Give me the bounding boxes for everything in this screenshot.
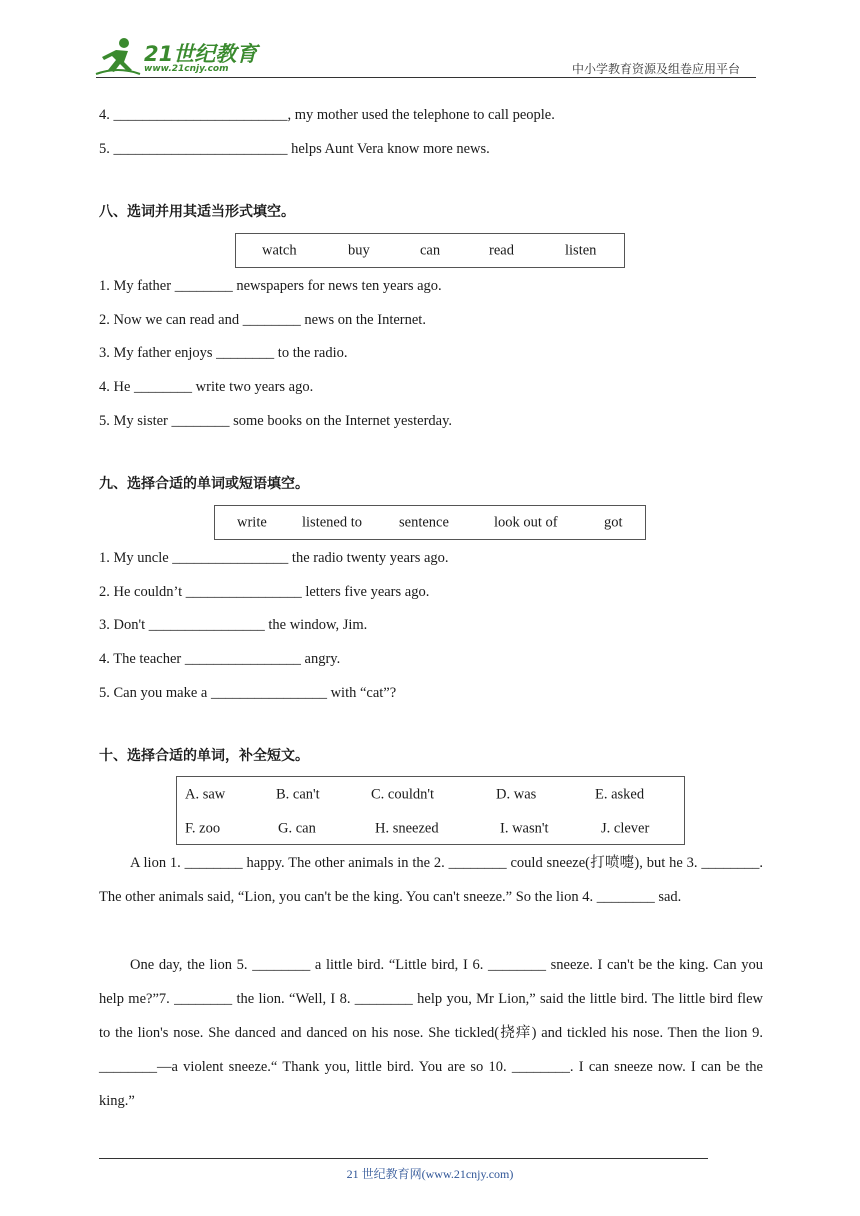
options-box [176,776,685,845]
word-bank-item: sentence [399,514,449,530]
section-title: 八、选词并用其适当形式填空。 [99,204,295,220]
option-item: B. can't [276,786,320,803]
option-item: A. saw [185,786,226,803]
word-bank-item: watch [262,242,297,258]
list-item: 3. Don't ________________ the window, Jim. [99,617,368,633]
word-bank-item: can [420,242,441,258]
logo-text: 21世纪教育 [144,42,258,66]
site-logo [94,36,264,78]
section-title: 九、选择合适的单词或短语填空。 [99,476,309,492]
word-bank-item: got [604,514,623,530]
word-bank-item: look out of [494,514,558,530]
option-item: I. wasn't [500,820,549,837]
footer-rule [99,1158,708,1159]
footer-text: 21 世纪教育网(www.21cnjy.com) [346,1167,514,1181]
option-item: E. asked [595,786,645,803]
header-platform-text: 中小学教育资源及组卷应用平台 [572,62,741,76]
passage-text: One day, the lion 5. ________ a little bird. “Little bird, I 6. ________ sneeze. I can't be the king. Can you help me?”7. ________ the lion. “Well, I 8. ________ help you, Mr Lion,” said the little bird. The little bird flew to the lion's nose. She danced and danced on his nose. She tickled(挠痒) and tickled his nose. Then the lion 9. ________—a violent sneeze.“ Thank you, little bird. You are so 10. ________. I can sneeze now. I can be the king.” [99,957,763,1109]
word-bank [214,505,646,540]
list-item: 2. Now we can read and ________ news on the Internet. [99,312,426,328]
logo-url: www.21cnjy.com [144,64,229,74]
list-item: 1. My father ________ newspapers for news ten years ago. [99,278,442,294]
list-item: 1. My uncle ________________ the radio twenty years ago. [99,550,449,566]
option-item: G. can [278,820,316,837]
word-bank-item: write [237,514,267,530]
list-item: 2. He couldn’t ________________ letters five years ago. [99,584,430,600]
word-bank-item: buy [348,242,370,258]
list-item: 4. The teacher ________________ angry. [99,651,341,667]
section-title: 十、选择合适的单词，补全短文。 [99,748,309,764]
option-item: H. sneezed [375,820,439,837]
list-item: 4. ________________________, my mother used the telephone to call people. [99,107,555,123]
list-item: 3. My father enjoys ________ to the radio. [99,345,348,361]
word-bank-item: listened to [302,514,363,530]
word-bank-item: listen [565,242,597,258]
passage-paragraph [99,948,763,1118]
list-item: 5. Can you make a ________________ with “cat”? [99,685,397,701]
option-item: J. clever [601,820,650,837]
option-item: F. zoo [185,820,221,837]
word-bank-item: read [489,242,514,258]
list-item: 5. ________________________ helps Aunt Vera know more news. [99,141,490,157]
list-item: 4. He ________ write two years ago. [99,379,314,395]
header-rule [96,77,756,78]
passage-text: A lion 1. ________ happy. The other animals in the 2. ________ could sneeze(打喷嚏), but he 3. ________. The other animals said, “Lion, you can't be the king. You can't sneeze.” So the lion 4. ________ sad. [99,855,763,905]
runner-logo-icon [94,36,142,78]
passage-paragraph [99,846,763,914]
option-item: C. couldn't [371,786,435,803]
option-item: D. was [496,786,537,803]
list-item: 5. My sister ________ some books on the Internet yesterday. [99,413,453,429]
word-bank [235,233,625,268]
